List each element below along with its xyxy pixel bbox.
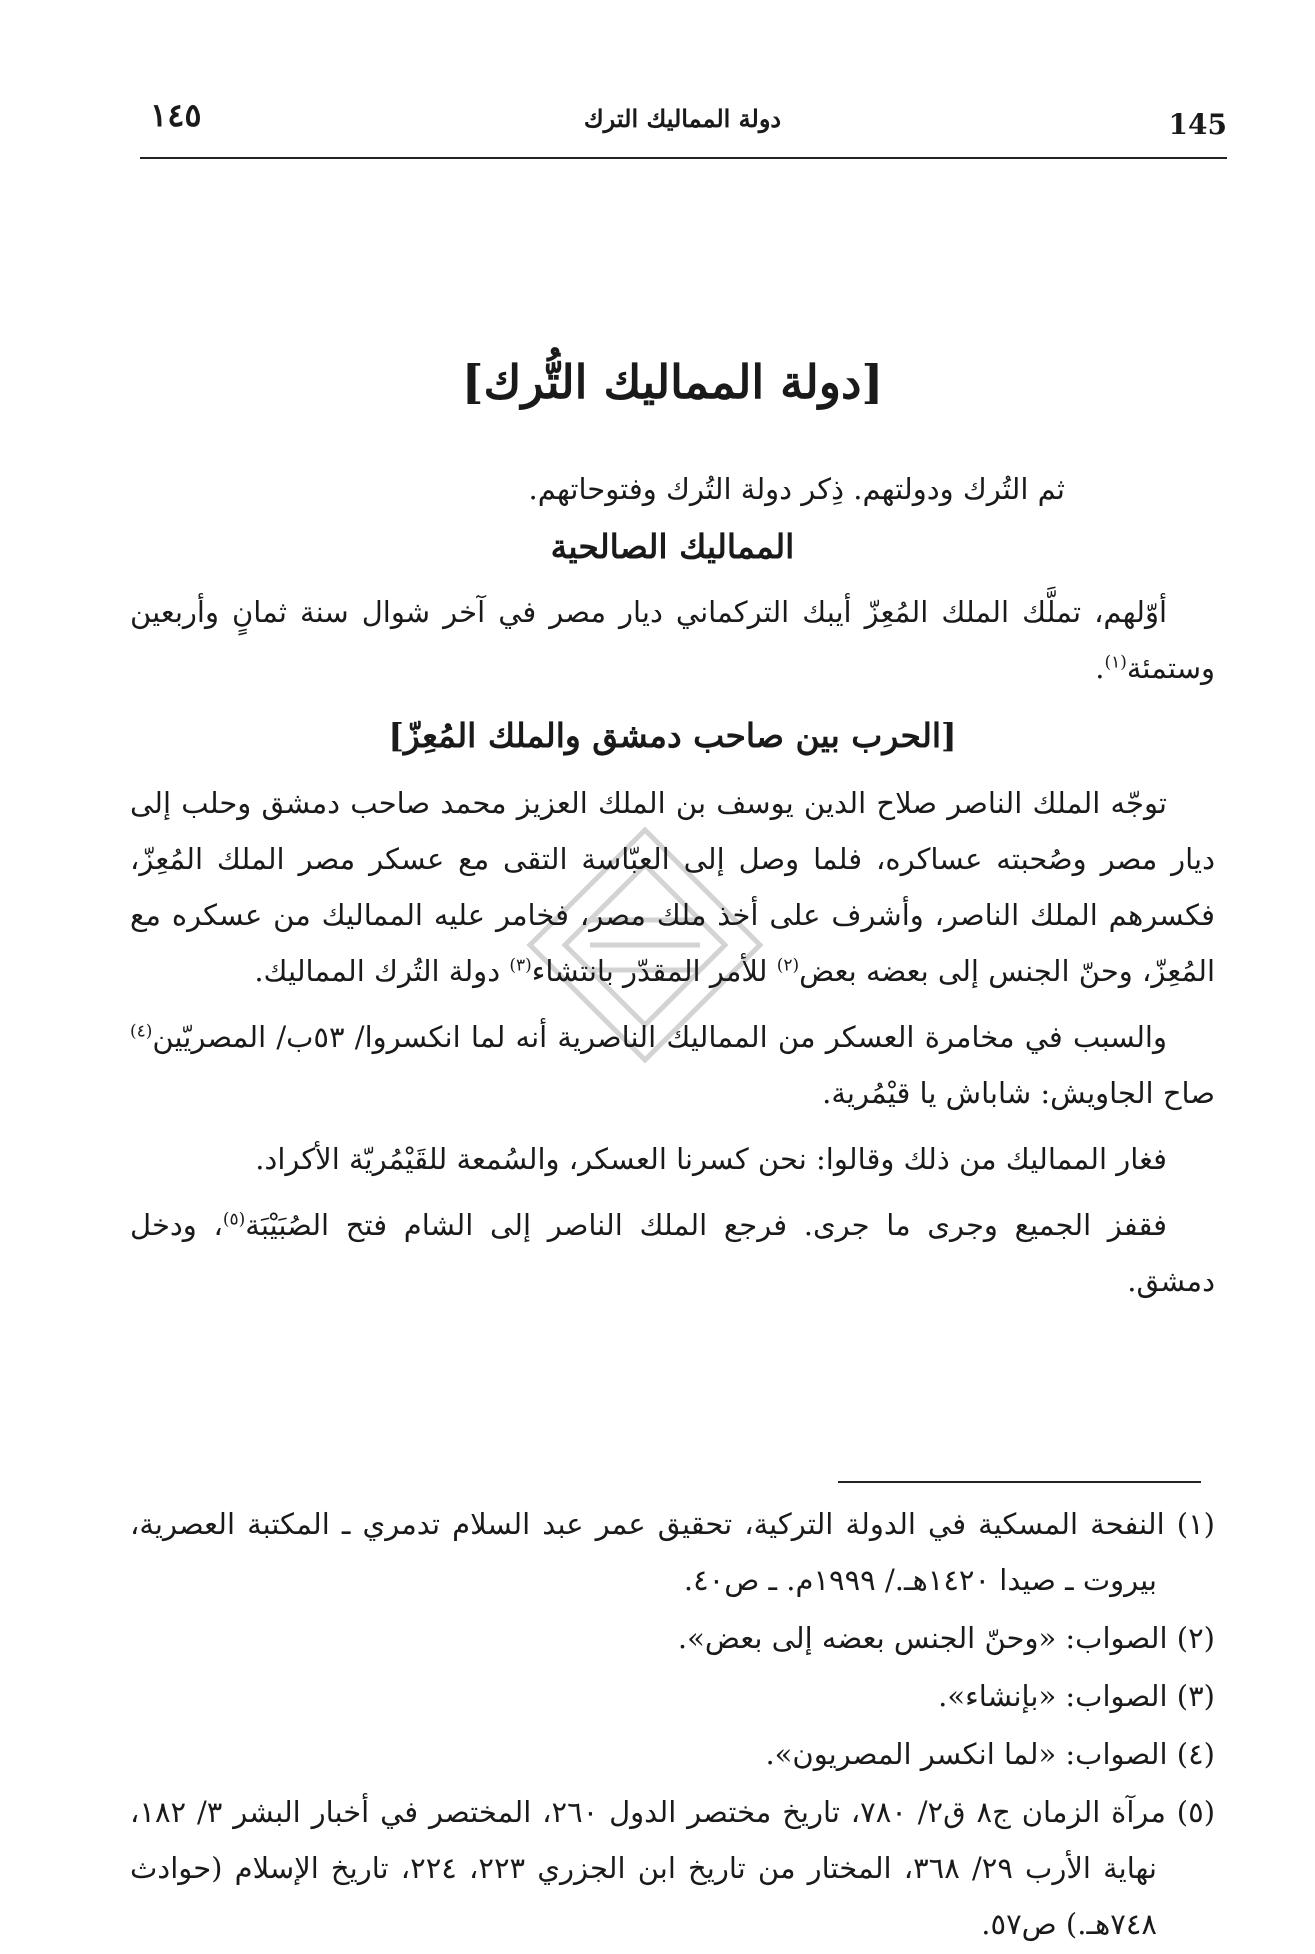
page-number-arabic: ١٤٥ [150,96,202,134]
footnote-ref-2: (٢) [776,955,800,976]
chapter-title: [دولة المماليك التُّرك] [461,355,884,409]
paragraph-5-part-1: فقفز الجميع وجرى ما جرى. فرجع الملك الناصر إلى الشام فتح الصُبَيْبَة [245,1208,1168,1242]
footnote-ref-3: (٣) [509,955,532,976]
footnote-4: (٤) الصواب: «لما انكسر المصريون». [765,1737,1215,1771]
page-header [138,92,1227,146]
running-title: دولة المماليك الترك [583,104,782,133]
paragraph-5-part-2: ، ودخل دمشق. [130,1208,1215,1298]
page-number-latin: 145 [1168,108,1227,141]
footnote-rule [838,1481,1201,1483]
footnote-2: (٢) الصواب: «وحنّ الجنس بعضه إلى بعض». [677,1621,1215,1655]
paragraph-3 [130,1009,1215,1121]
paragraph-1-end: . [1095,651,1105,685]
main-text [130,355,1215,1319]
paragraph-2-part-2: للأمر المقدّر بانتشاء [531,954,777,988]
footnote-ref-5: (٥) [222,1209,246,1230]
footnote-ref-1: (١) [1104,652,1127,673]
paragraph-1 [130,584,1215,696]
footnotes [130,1496,1215,1954]
intro-line: ثم التُرك ودولتهم. ذِكر دولة التُرك وفتوحاتهم. [528,472,1065,506]
footnote-1: (١) النفحة المسكية في الدولة التركية، تحقيق عمر عبد السلام تدمري ـ المكتبة العصرية، بيروت ـ صيدا ١٤٢٠هـ./ ١٩٩٩م. ـ ص٤٠. [130,1507,1215,1597]
paragraph-5 [130,1197,1215,1309]
footnote-5: (٥) مرآة الزمان ج٨ ق٢/ ٧٨٠، تاريخ مختصر الدول ٢٦٠، المختصر في أخبار البشر ٣/ ١٨٢، نهاية الأرب ٢٩/ ٣٦٨، المختار من تاريخ ابن الجزري ٢٢٣، ٢٢٤، تاريخ الإسلام (حوادث ٧٤٨هـ.) ص٥٧. [130,1795,1216,1941]
header-rule [140,157,1227,159]
footnote-ref-4: (٤) [130,1021,153,1042]
paragraph-4: فغار المماليك من ذلك وقالوا: نحن كسرنا العسكر، والسُمعة للقَيْمُريّة الأكراد. [255,1142,1167,1176]
section-title: المماليك الصالحية [550,527,795,566]
paragraph-1-text: أوّلهم، تملَّك الملك المُعِزّ أيبك التركماني ديار مصر في آخر شوال سنة ثمانٍ وأربعين وستمئة [130,595,1215,685]
footnote-3: (٣) الصواب: «بإنشاء». [938,1679,1215,1713]
paragraph-2-part-1: توجّه الملك الناصر صلاح الدين يوسف بن الملك العزيز محمد صاحب دمشق وحلب إلى ديار مصر وصُحبته عساكره، فلما وصل إلى العبّاسة التقى مع عسكر مصر الملك المُعِزّ، فكسرهم الملك الناصر، وأشرف على أخذ ملك مصر، فخامر عليه المماليك من عسكره مع المُعِزّ، وحنّ الجنس إلى بعضه بعض [130,786,1215,988]
subsection-title: [الحرب بين صاحب دمشق والملك المُعِزّ] [388,716,957,755]
paragraph-3-part-1: والسبب في مخامرة العسكر من المماليك الناصرية أنه لما انكسروا/ ٥٣ب/ المصريّين [152,1020,1167,1054]
paragraph-2 [130,775,1215,999]
paragraph-2-part-3: دولة التُرك المماليك. [254,954,510,988]
paragraph-3-part-2: صاح الجاويش: شاباش يا قيْمُرية. [822,1076,1215,1110]
